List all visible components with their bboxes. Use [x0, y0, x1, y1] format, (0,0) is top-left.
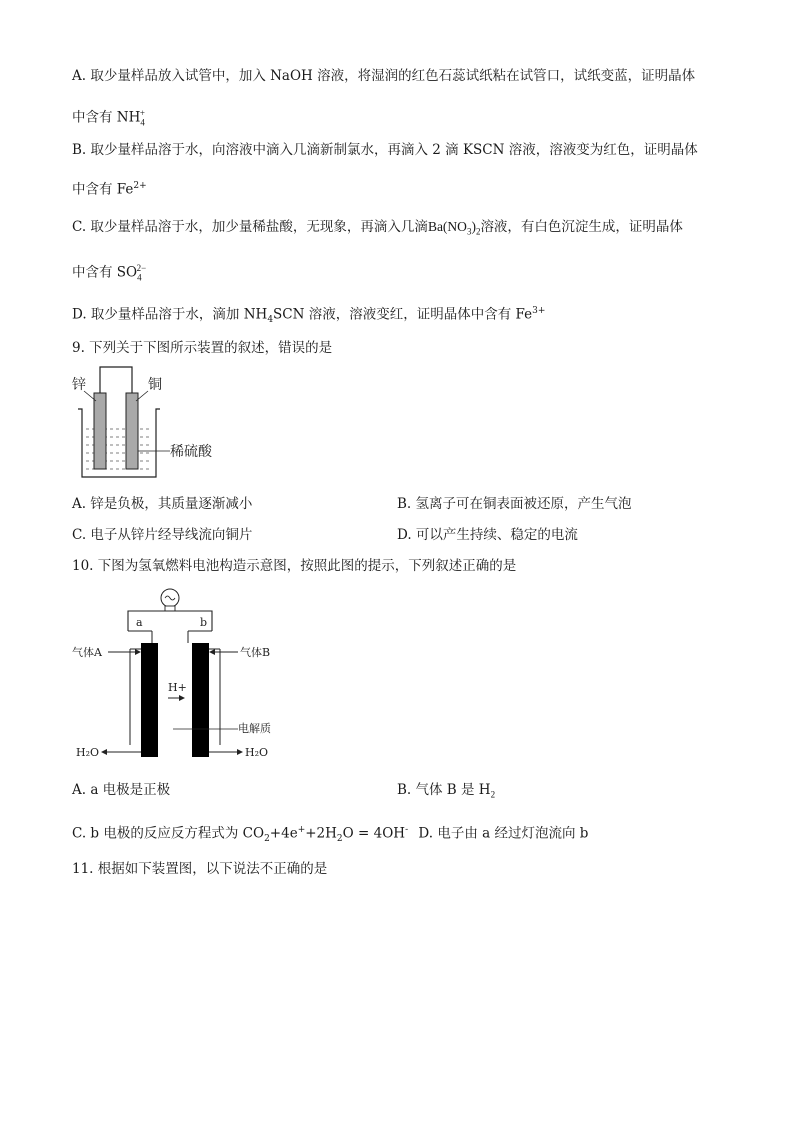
q8-option-b-line2: 中含有 $Fe^{2+}$	[72, 181, 147, 198]
electrode-b	[192, 643, 209, 757]
zinc-electrode	[94, 393, 106, 469]
hplus-label: H+	[168, 681, 187, 694]
copper-electrode	[126, 393, 138, 469]
q9-stem: 9. 下列关于下图所示装置的叙述，错误的是	[72, 340, 333, 356]
q9-galvanic-cell-figure	[70, 365, 220, 480]
q10-option-c-and-d: C. b 电极的反应反方程式为 $CO_2+4e^++2H_2O = 4OH^-$ D. 电子由 a 经过灯泡流向 b	[72, 825, 589, 845]
q10-stem: 10. 下图为氢氧燃料电池构造示意图，按照此图的提示，下列叙述正确的是	[72, 558, 517, 574]
q10-fuel-cell-figure	[68, 585, 298, 765]
electrode-a-label: a	[136, 616, 143, 629]
q8-option-c-line2: 中含有 $SO_4^{2-}$	[72, 263, 147, 283]
q10-option-b: B. 气体 B 是 $H_2$	[397, 782, 496, 800]
q9-option-b: B. 氢离子可在铜表面被还原，产生气泡	[397, 496, 632, 512]
q8-option-b-line1: B. 取少量样品溶于水，向溶液中滴入几滴新制氯水，再滴入 2 滴 KSCN 溶液，溶液变为红色，证明晶体	[72, 142, 698, 158]
q9-option-c: C. 电子从锌片经导线流向铜片	[72, 527, 253, 543]
water-left-label: H₂O	[76, 746, 100, 759]
zinc-label: 锌	[72, 377, 86, 393]
q9-option-d: D. 可以产生持续、稳定的电流	[397, 527, 578, 543]
q9-option-a: A. 锌是负极，其质量逐渐减小	[72, 496, 253, 512]
q8-option-a-line2: 中含有 $NH_4^+$	[72, 108, 145, 128]
copper-label: 铜	[148, 377, 162, 393]
q10-option-d: D. 电子由 a 经过灯泡流向 b	[418, 825, 589, 842]
gas-b-label: 气体B	[240, 646, 271, 659]
q8-option-a-line1: A. 取少量样品放入试管中，加入 NaOH 溶液，将湿润的红色石蕊试纸粘在试管口，试纸变蓝，证明晶体	[72, 68, 696, 84]
electrode-b-label: b	[200, 616, 208, 629]
q8-option-d: D. 取少量样品溶于水，滴加 $NH_4SCN$ 溶液，溶液变红，证明晶体中含有 $Fe^{3+}$	[72, 306, 546, 326]
q8-option-c-line1: C. 取少量样品溶于水，加少量稀盐酸，无现象，再滴入几滴$Ba(NO_3)_2$溶液，有白色沉淀生成，证明晶体	[72, 219, 683, 237]
water-right-label: H₂O	[245, 746, 269, 759]
q10-option-a: A. a 电极是正极	[72, 782, 171, 798]
acid-label: 稀硫酸	[170, 444, 212, 460]
electrolyte-label: 电解质	[238, 722, 271, 735]
electrode-a	[141, 643, 158, 757]
q11-stem: 11. 根据如下装置图，以下说法不正确的是	[72, 861, 328, 877]
gas-a-label: 气体A	[72, 646, 102, 659]
